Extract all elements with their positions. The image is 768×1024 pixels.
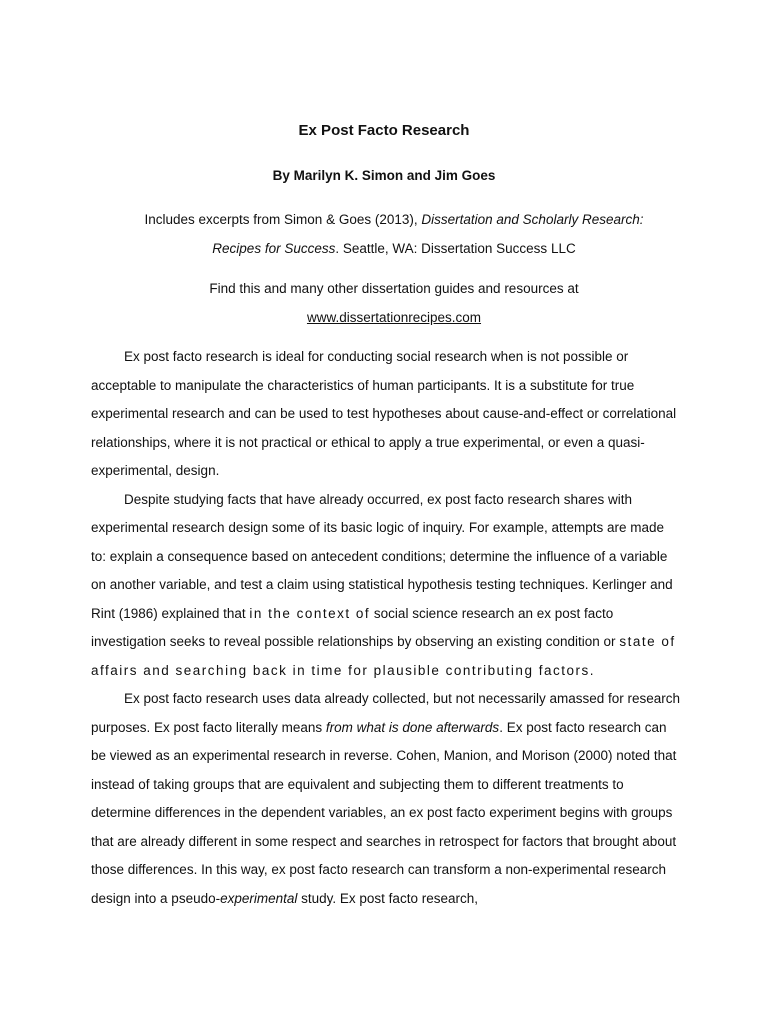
paragraph-3: [91, 685, 681, 913]
body-text: [91, 343, 681, 913]
paragraph-1: Ex post facto research is ideal for conducting social research when is not possible or acceptable to manipulate the characteristics of human participants. It is a substitute for true experimental research and can be used to test hypotheses about cause-and-effect or correlational relationships, where it is not practical or ethical to apply a true experimental, or even a quasi-experimental, design.: [91, 349, 677, 478]
resources-note: [120, 274, 668, 332]
paragraph-2-spaced-1: in the context of: [249, 605, 371, 621]
excerpt-book-title: Dissertation and Scholarly Research: Recipes for Success: [212, 212, 644, 256]
paragraph-3-start: Ex post facto research uses data already collected, but not necessarily amassed for research purposes. Ex post facto literally means: [91, 691, 681, 735]
excerpt-note: [120, 206, 668, 263]
paragraph-3-mid: . Ex post facto research can be viewed as an experimental research in reverse. Cohen, Manion, and Morison (2000) noted that instead of taking groups that are equivalent and subjecting them to different treatments to determine differences in the dependent variables, an ex post facto experiment begins with groups that are already different in some respect and searches in retrospect for factors that brought about those differences. In this way, ex post facto research can transform a non-experimental research design into a pseudo-: [91, 719, 677, 906]
paragraph-2-start: Despite studying facts that have already occurred, ex post facto research shares with experimental research design some of its basic logic of inquiry. For example, attempts are made to: explain a consequence based on antecedent conditions; determine the influence of a variable on another variable, and test a claim using statistical hypothesis testing techniques. Kerlinger and Rint (1986) explained that: [91, 491, 673, 621]
resources-link[interactable]: www.dissertationrecipes.com: [306, 310, 482, 325]
paragraph-2-mid: social science research an ex post facto investigation seeks to reveal possible relationships by observing an existing condition or: [91, 605, 620, 649]
excerpt-suffix: . Seattle, WA: Dissertation Success LLC: [335, 240, 576, 256]
author-byline: By Marilyn K. Simon and Jim Goes: [272, 168, 496, 183]
excerpt-prefix: Includes excerpts from Simon & Goes (2013),: [144, 212, 422, 227]
paragraph-3-italic-2: experimental: [220, 890, 298, 906]
resources-text: Find this and many other dissertation guides and resources at: [209, 281, 579, 296]
page-title: Ex Post Facto Research: [298, 122, 470, 139]
paragraph-2-spaced-2: state of affairs and searching back in time for plausible contributing factors.: [91, 634, 676, 678]
paragraph-3-italic-1: from what is done afterwards: [325, 719, 500, 735]
paragraph-2: [91, 486, 681, 686]
paragraph-3-end: study. Ex post facto research,: [297, 890, 478, 906]
